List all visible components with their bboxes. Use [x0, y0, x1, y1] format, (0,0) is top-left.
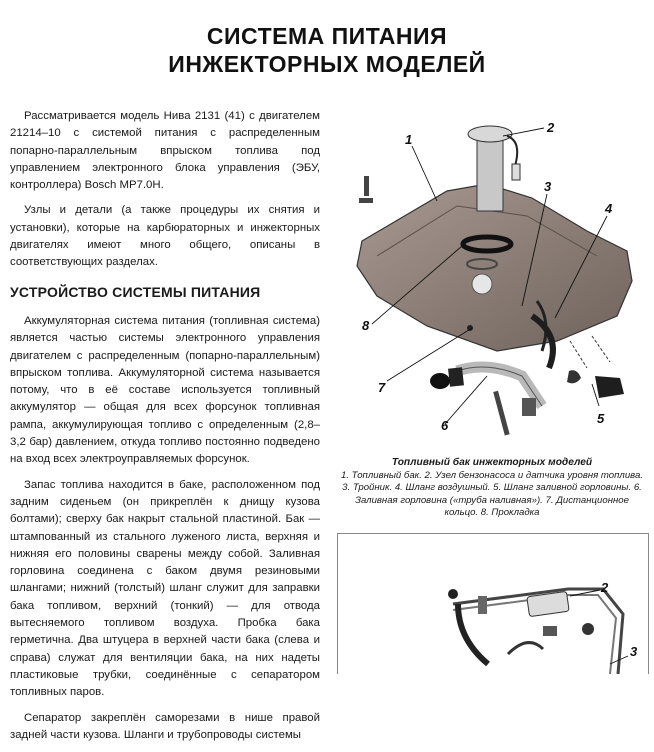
fig2-callout-3: 3	[630, 644, 638, 659]
callout-6: 6	[441, 418, 449, 433]
fuel-pump-module	[477, 136, 503, 211]
caption-title: Топливный бак инжекторных моделей	[391, 457, 593, 468]
filler-hose-large	[595, 376, 624, 398]
callout-7: 7	[378, 380, 386, 395]
fuel-lines-illustration	[337, 533, 649, 674]
intro-paragraph-2: Узлы и детали (а также процедуры их снятия и установки), которые на карбюраторных и инжекторных двигателях имеют много общего, описаны в соответствующих разделах.	[10, 204, 320, 269]
page-title	[0, 22, 654, 78]
title-line-2: ИНЖЕКТОРНЫХ МОДЕЛЕЙ	[168, 51, 486, 77]
intro-paragraph-1: Рассматривается модель Нива 2131 (41) с двигателем 21214–10 с системой питания с распределенным попарно-параллельным впрыском топлива под управлением электронного блока управления (ЭБУ, контроллера) Bosch MP7.0H.	[10, 110, 320, 192]
callout-5: 5	[597, 411, 605, 426]
fuel-filter	[527, 591, 569, 616]
body-paragraph-2: Запас топлива находится в баке, расположенном под задним сиденьем (он прикреплён к днищу кузова болтами); сверху бак накрыт стальной пластиной. Бак — штампованный из стального луженого листа, верхняя и нижняя его половины сварены между собой. Заливная горловина соединена с баком двумя резиновыми шлангами; нижний (толстый) шланг служит для заправки бака топливом, верхний (тонкий) — для отвода вытесняемого топливом воздуха. Пробка бака герметична. Два штуцера в верхней части бака (слева и справа) служат для вентиляции бака, на них надеты пластиковые трубки, соединённые с сепаратором топливных паров.	[10, 478, 320, 699]
callout-3: 3	[544, 179, 552, 194]
body-paragraph-1: Аккумуляторная система питания (топливная система) является частью системы электронного управления двигателем с распределенным (попарно-параллельным) впрыском топлива. Аккумуляторной система называется потому, что в её составе используется топливный аккумулятор — общая для всех форсунок топливная рампа, аккумулирующая топливо с определенным (2,8–3,2 бар) давлением, откуда топливо постоянно подведено на вход всех электроуправляемых форсунок.	[10, 314, 320, 466]
body-paragraph-3: Сепаратор закреплён саморезами в нише правой задней части кузова. Шланги и трубопроводы системы	[10, 711, 320, 741]
callout-1: 1	[405, 132, 413, 147]
callout-8: 8	[362, 318, 370, 333]
fuel-tank-illustration	[337, 106, 647, 456]
section-heading: УСТРОЙСТВО СИСТЕМЫ ПИТАНИЯ	[10, 283, 261, 300]
fig2-callout-2: 2	[601, 580, 609, 595]
callout-4: 4	[605, 201, 613, 216]
callout-2: 2	[547, 120, 555, 135]
title-line-1: СИСТЕМА ПИТАНИЯ	[206, 23, 448, 49]
figure-caption	[337, 457, 647, 520]
caption-text: 1. Топливный бак. 2. Узел бензонасоса и датчика уровня топлива. 3. Тройник. 4. Шланг воздушный. 5. Шланг заливной горловины. 6. Заливная горловина («труба наливная»). 7. Дистанционное кольцо. 8. Прокладка	[341, 469, 643, 519]
text-column	[10, 108, 320, 752]
